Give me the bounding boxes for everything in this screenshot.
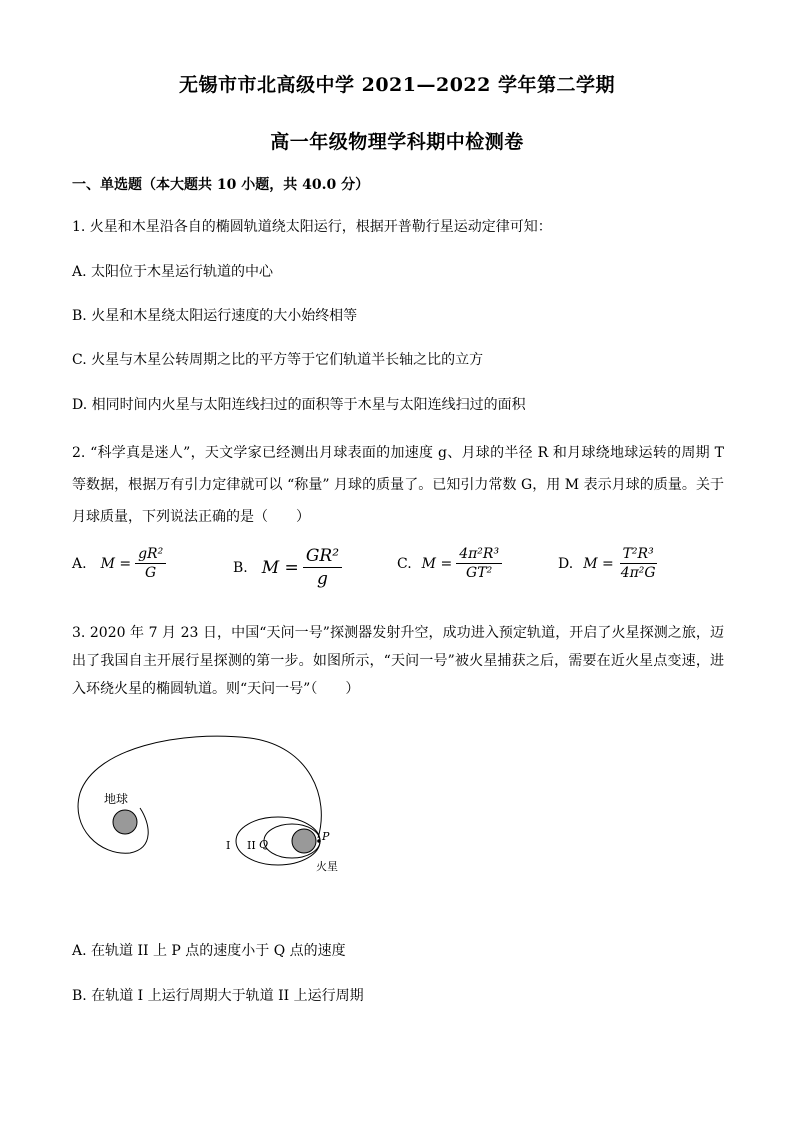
fraction: $\frac{\text{T²R³}}{\text{4π²G}}$ [620, 546, 656, 581]
fraction: $\frac{\text{4π²R³}}{\text{GT²}}$ [456, 545, 502, 582]
orbit-2-label: II [247, 839, 256, 852]
mars-label: 火星 [316, 860, 338, 873]
fraction: $\frac{\text{GR²}}{g}$ [303, 545, 342, 590]
q2-option-a: A. M = $\frac{\text{gR²}}{G}$ [72, 545, 166, 582]
q1-option-d: D. 相同时间内火星与太阳连线扫过的面积等于木星与太阳连线扫过的面积 [72, 397, 526, 413]
fraction: $\frac{\text{gR²}}{G}$ [135, 545, 166, 582]
orbit-figure [60, 728, 360, 888]
q1-option-a: A. 太阳位于木星运行轨道的中心 [72, 264, 274, 280]
exam-subtitle: 高一年级物理学科期中检测卷 [270, 131, 524, 153]
q1-option-c: C. 火星与木星公转周期之比的平方等于它们轨道半长轴之比的立方 [72, 352, 484, 368]
earth-label: 地球 [104, 792, 129, 806]
q2-option-b: B. M = $\frac{\text{GR²}}{g}$ [233, 545, 342, 590]
section-heading: 一、单选题（本大题共 10 小题，共 40.0 分） [72, 177, 370, 193]
exam-title: 无锡市市北高级中学 2021—2022 学年第二学期 [179, 74, 615, 96]
point-q-label: Q [259, 838, 269, 851]
q3-stem: 3. 2020 年 7 月 23 日，中国“天问一号”探测器发射升空，成功进入预定轨道，开启了火星探测之旅，迈出了我国自主开展行星探测的第一步。如图所示，“天问一号”被火星捕获之后，需要在近火星点变速，进入环绕火星的椭圆轨道。则“天问一号”（ ） [72, 625, 724, 697]
q3-option-a: A. 在轨道 II 上 P 点的速度小于 Q 点的速度 [72, 943, 346, 959]
q1-stem: 1. 火星和木星沿各自的椭圆轨道绕太阳运行，根据开普勒行星运动定律可知： [72, 219, 552, 235]
point-p-dot [317, 839, 321, 843]
q1-option-b: B. 火星和木星绕太阳运行速度的大小始终相等 [72, 308, 358, 324]
q3-option-b: B. 在轨道 I 上运行周期大于轨道 II 上运行周期 [72, 988, 364, 1004]
point-p-label: P [322, 830, 330, 843]
q2-option-c: C. M = $\frac{\text{4π²R³}}{\text{GT²}}$ [397, 545, 502, 582]
earth-planet [113, 810, 137, 834]
mars-planet [292, 829, 316, 853]
q2-option-d: D. M = $\frac{\text{T²R³}}{\text{4π²G}}$ [558, 545, 659, 582]
q2-stem: 2. “科学真是迷人”，天文学家已经测出月球表面的加速度 g、月球的半径 R 和月球绕地球运转的周期 T 等数据，根据万有引力定律就可以 “称量” 月球的质量了。已知引力常数 G，用 M 表示月球的质量。关于月球质量，下列说法正确的是（ ） [72, 445, 724, 525]
orbit-1-label: I [226, 839, 231, 852]
